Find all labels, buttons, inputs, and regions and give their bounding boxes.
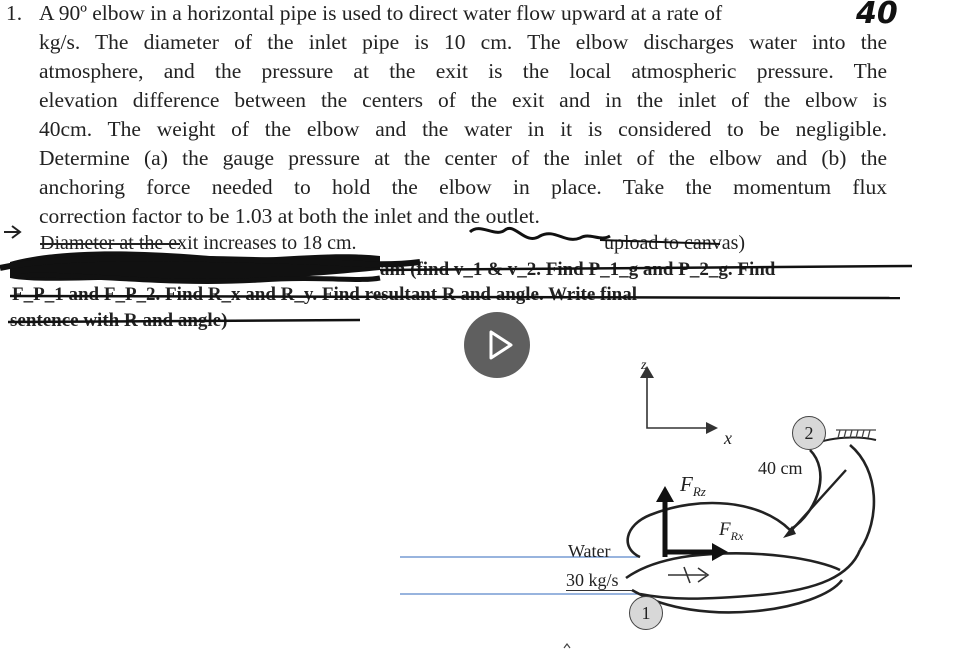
z-axis-label: z (641, 358, 647, 373)
inlet-marker: 1 (629, 596, 663, 630)
problem-line-8: correction factor to be 1.03 at both the inlet and the outlet. (39, 204, 540, 228)
force-z-arrowhead-icon (656, 486, 674, 502)
force-x-label: $F_{Rx}$ (719, 519, 744, 543)
handwritten-rate: 40 (856, 0, 898, 31)
bend-outer (850, 445, 874, 550)
note-line-4: sentence with R and angle) (10, 310, 228, 331)
axes (647, 372, 712, 428)
force-z-label: $F_{Rz}$ (680, 472, 706, 500)
problem-line-2: kg/s. The diameter of the inlet pipe is 10 cm. The elbow discharges water into the (39, 30, 887, 54)
elbow-mid-curve (626, 553, 840, 578)
elbow-inner-curve (628, 503, 790, 557)
elevation-label: 40 cm (758, 458, 803, 478)
exit-flow-hatch-icon (836, 430, 876, 438)
problem-line-1: A 90º elbow in a horizontal pipe is used to direct water flow upward at a rate of (39, 1, 723, 25)
water-label: Water (568, 541, 611, 561)
problem-line-4: elevation difference between the centers of the exit and in the inlet of the elbow is (39, 88, 887, 112)
flow-rate-label: 30 kg/s (566, 570, 619, 590)
flow-rate-underline (566, 590, 632, 591)
note-line-2: am (find v_1 & v_2. Find P_1_g and P_2_g. Find (380, 259, 776, 280)
problem-line-7: anchoring force needed to hold the elbow in place. Take the momentum flux (39, 175, 887, 199)
x-axis-arrow-icon (706, 422, 718, 434)
problem-line-3: atmosphere, and the pressure at the exit is the local atmospheric pressure. The (39, 59, 887, 83)
elevation-arrow (790, 470, 846, 532)
problem-number: 1. (6, 1, 23, 25)
note-line-1-tail: upload to canvas) (604, 232, 746, 254)
x-axis-label: x (724, 428, 732, 448)
note-line-1: Diameter at the exit increases to 18 cm. (40, 232, 357, 254)
outlet-marker: 2 (792, 416, 826, 450)
note-line-3: F_P_1 and F_P_2. Find R_x and R_y. Find resultant R and angle. Write final (12, 284, 637, 305)
problem-line-5: 40cm. The weight of the elbow and the water in it is considered to be negligible. (39, 117, 887, 141)
problem-line-6: Determine (a) the gauge pressure at the center of the inlet of the elbow and (b) the (39, 146, 887, 170)
